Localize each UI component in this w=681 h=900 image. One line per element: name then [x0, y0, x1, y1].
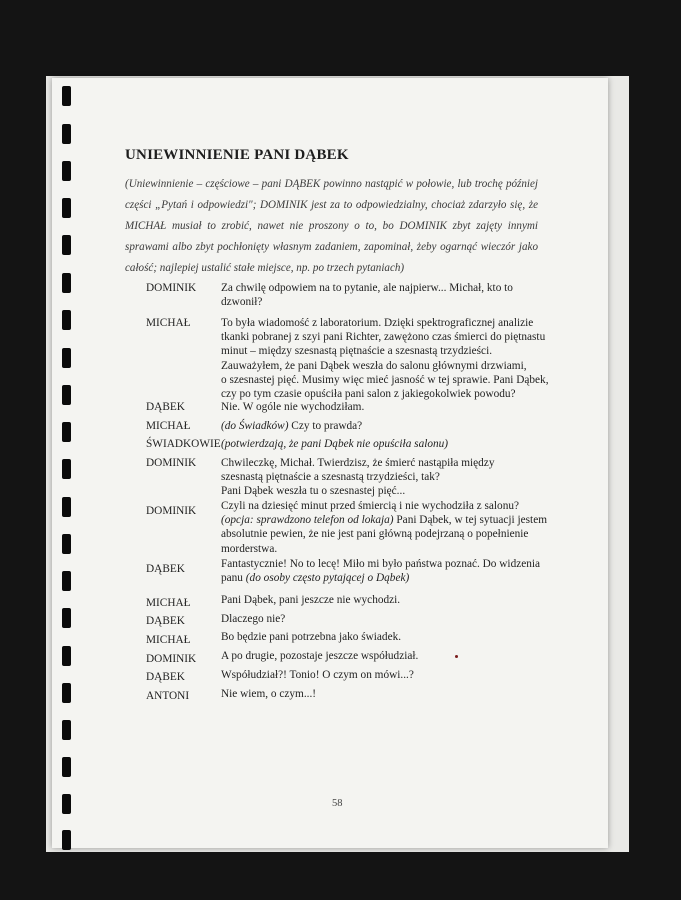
speech-line: Czy to prawda?: [288, 420, 363, 432]
speech-line: tkanki pobranej z szyi pani Richter, zawężono czas śmierci do piętnastu: [221, 331, 546, 344]
speech-text: [221, 557, 543, 585]
speaker-name: DĄBEK: [146, 671, 185, 683]
speech-text: [221, 649, 543, 663]
speech-line: A po drugie, pozostaje jeszcze współudział.: [221, 650, 419, 662]
intro-line: MICHAŁ musiał to zrobić, nawet nie proszony o to, bo DOMINIK zbyt zajęty innymi: [125, 220, 538, 232]
speech-line: Za chwilę odpowiem na to pytanie, ale najpierw... Michał, kto to: [221, 282, 513, 294]
intro-line: (Uniewinnienie – częściowe – pani DĄBEK powinno nastąpić w połowie, lub trochę później: [125, 178, 538, 190]
speech-text: [221, 316, 549, 401]
stage-direction: (potwierdzają, że pani Dąbek nie opuściła salonu): [221, 438, 449, 450]
speaker-name: DOMINIK: [146, 457, 197, 469]
page-number: 58: [332, 798, 343, 809]
speech-text: [221, 687, 543, 701]
speech-line: minut – między szesnastą piętnaście a szesnastą trzydzieści.: [221, 345, 493, 358]
speech-line: To była wiadomość z laboratorium. Dzięki spektrograficznej analizie: [221, 317, 534, 329]
stage-direction: (do osoby często pytającej o Dąbek): [245, 572, 410, 585]
speech-line: szesnastą piętnaście a szesnastą trzydzieści, tak?: [221, 471, 440, 484]
stage-direction: (opcja: sprawdzono telefon od lokaja): [221, 514, 394, 527]
speech-text: [221, 419, 543, 433]
speaker-name: DĄBEK: [146, 401, 185, 413]
speaker-name: MICHAŁ: [146, 634, 191, 646]
speaker-name: MICHAŁ: [146, 597, 191, 609]
speech-line: Współudział?! Tonio! O czym on mówi...?: [221, 669, 414, 681]
speaker-name: DOMINIK: [146, 653, 197, 665]
speech-text: [221, 630, 543, 644]
speech-line: Pani Dąbek, w tej sytuacji jestem: [393, 514, 547, 527]
speech-text: [221, 593, 543, 607]
ink-speck: [455, 655, 458, 658]
speaker-name: ŚWIADKOWIE: [146, 438, 221, 450]
speech-text: [221, 400, 543, 414]
speaker-name: DOMINIK: [146, 505, 197, 517]
speech-line: Fantastycznie! No to lecę! Miło mi było państwa poznać. Do widzenia: [221, 558, 541, 570]
speaker-name: MICHAŁ: [146, 317, 191, 329]
speech-line: Bo będzie pani potrzebna jako świadek.: [221, 631, 402, 643]
speech-text: [221, 456, 543, 499]
intro-line: sprawami albo zbyt pochłonięty własnym zadaniem, zapominał, żeby ogarnąć wieczór jako: [125, 241, 538, 253]
speech-line: panu: [221, 572, 246, 585]
intro-line: całość; najlepiej ustalić stałe miejsce, np. po trzech pytaniach): [125, 262, 405, 274]
speaker-name: DOMINIK: [146, 282, 197, 294]
page-title: UNIEWINNIENIE PANI DĄBEK: [125, 147, 349, 163]
speech-text: [221, 612, 543, 626]
speech-line: Chwileczkę, Michał. Twierdzisz, że śmierć nastąpiła między: [221, 457, 495, 469]
speaker-name: ANTONI: [146, 690, 190, 702]
speech-text: [221, 281, 543, 309]
speech-line: Pani Dąbek, pani jeszcze nie wychodzi.: [221, 594, 401, 606]
speech-line: Dlaczego nie?: [221, 613, 286, 625]
speech-line: Pani Dąbek weszła tu o szesnastej pięć...: [221, 485, 406, 498]
stage-direction: (do Świadków): [221, 420, 289, 432]
speech-line: dzwonił?: [221, 296, 263, 309]
speaker-name: DĄBEK: [146, 563, 185, 575]
speech-line: Nie wiem, o czym...!: [221, 688, 317, 700]
intro-line: części „Pytań i odpowiedzi"; DOMINIK jest za to odpowiedzialny, chociaż zdarzyło się, że: [125, 199, 538, 211]
speech-line: Czyli na dziesięć minut przed śmiercią i nie wychodziła z salonu?: [221, 500, 520, 512]
speech-text: [221, 437, 543, 451]
spiral-binding: [62, 86, 76, 848]
speech-line: morderstwa.: [221, 542, 278, 555]
speech-line: Nie. W ogóle nie wychodziłam.: [221, 401, 365, 413]
speech-line: czy po tym czasie opuściła pani salon z jakiegokolwiek powodu?: [221, 388, 516, 401]
speaker-name: DĄBEK: [146, 615, 185, 627]
speech-line: absolutnie pewien, że nie jest pani główną podejrzaną o popełnienie: [221, 528, 529, 541]
speaker-name: MICHAŁ: [146, 420, 191, 432]
speech-line: Zauważyłem, że pani Dąbek weszła do salonu głównymi drzwiami,: [221, 359, 527, 372]
speech-line: o szesnastej pięć. Musimy więc mieć jasność w tej sprawie. Pani Dąbek,: [221, 373, 549, 386]
speech-text: [221, 499, 547, 556]
speech-text: [221, 668, 543, 682]
